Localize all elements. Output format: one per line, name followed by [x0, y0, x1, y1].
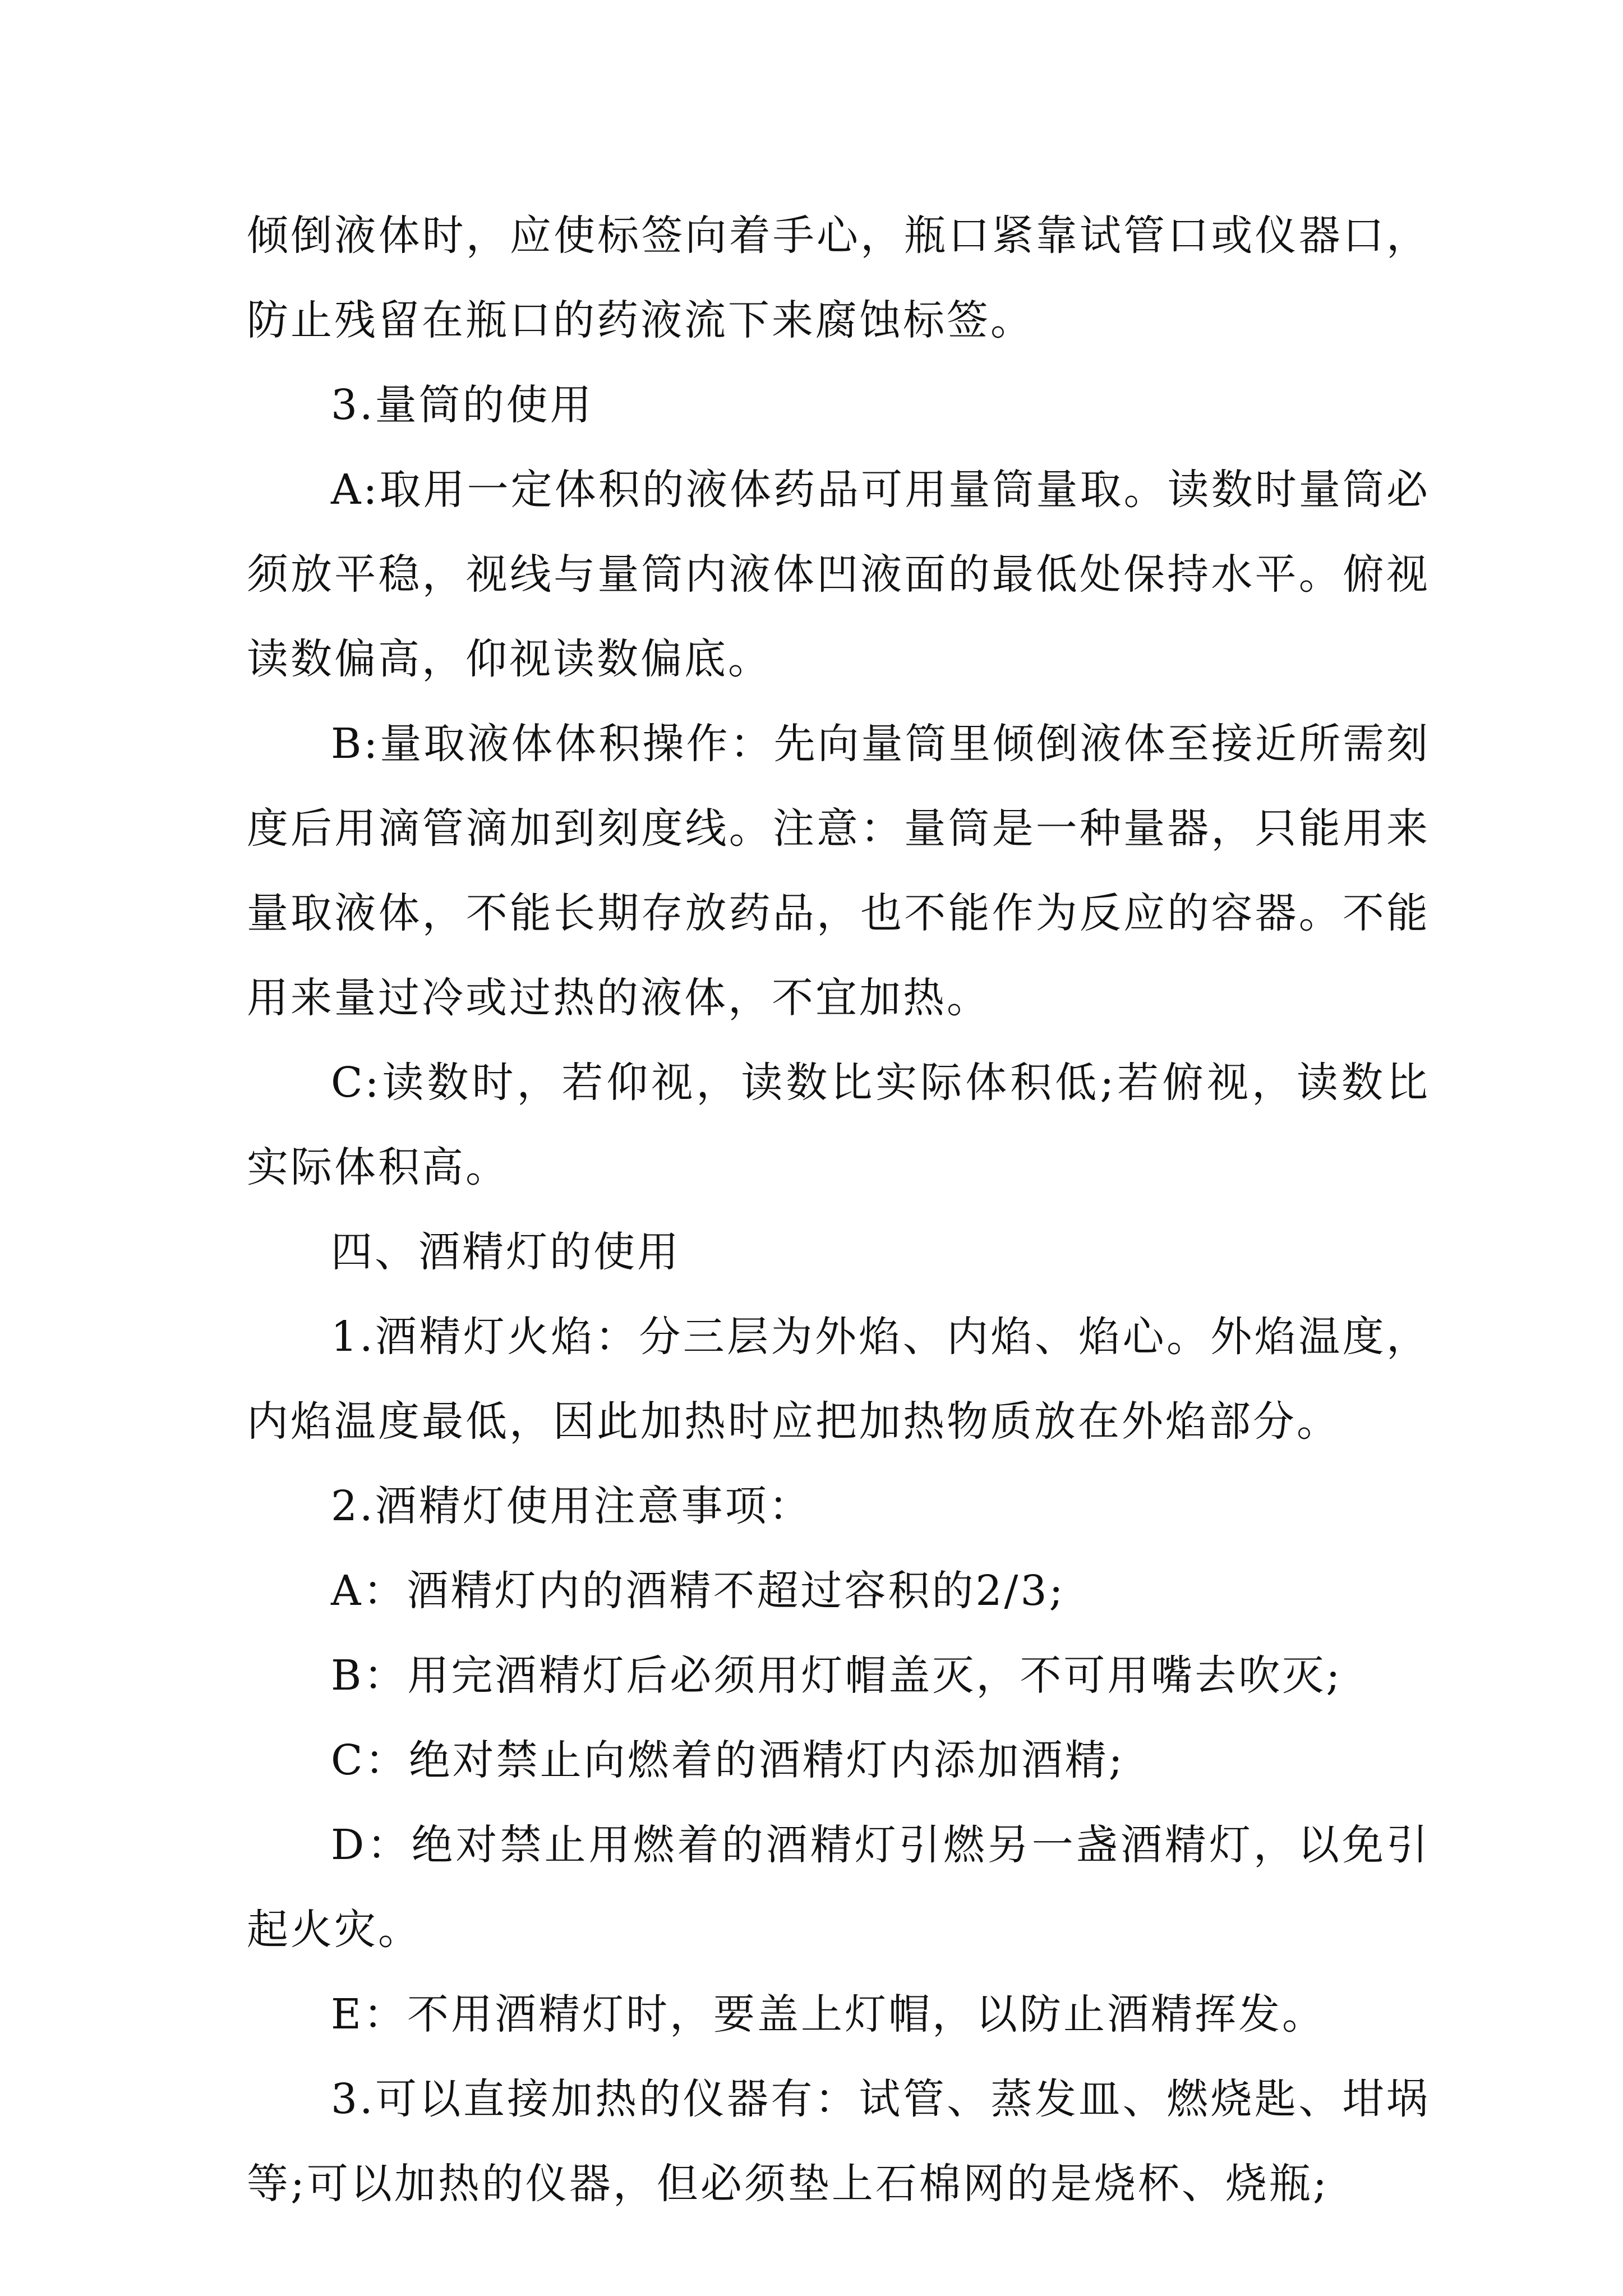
list-item: B：用完酒精灯后必须用灯帽盖灭，不可用嘴去吹灭;: [331, 1651, 1343, 1700]
paragraph: B:量取液体体积操作：先向量筒里倾倒液体至接近所需刻度后用滴管滴加到刻度线。注意：量筒是一种量器，只能用来量取液体，不能长期存放药品，也不能作为反应的容器。不能用来量过冷或过热的液体，不宜加热。: [247, 720, 1430, 1022]
paragraph: C:读数时，若仰视，读数比实际体积低;若俯视，读数比实际体积高。: [247, 1059, 1430, 1191]
body-text: [247, 194, 1430, 2226]
paragraph: 倾倒液体时，应使标签向着手心，瓶口紧靠试管口或仪器口，防止残留在瓶口的药液流下来腐蚀标签。: [247, 211, 1430, 344]
list-item: A：酒精灯内的酒精不超过容积的2/3;: [331, 1567, 1066, 1615]
section-heading: 3.量筒的使用: [331, 381, 594, 429]
list-item: E：不用酒精灯时，要盖上灯帽，以防止酒精挥发。: [331, 1990, 1326, 2039]
paragraph: A:取用一定体积的液体药品可用量筒量取。读数时量筒必须放平稳，视线与量筒内液体凹液面的最低处保持水平。俯视读数偏高，仰视读数偏底。: [247, 466, 1430, 683]
section-heading: 四、酒精灯的使用: [331, 1228, 681, 1276]
paragraph: 1.酒精灯火焰：分三层为外焰、内焰、焰心。外焰温度，内焰温度最低，因此加热时应把加热物质放在外焰部分。: [247, 1313, 1430, 1446]
paragraph: 2.酒精灯使用注意事项：: [331, 1482, 813, 1530]
list-item: C：绝对禁止向燃着的酒精灯内添加酒精;: [331, 1736, 1125, 1784]
list-item: D：绝对禁止用燃着的酒精灯引燃另一盏酒精灯，以免引起火灾。: [247, 1821, 1430, 1954]
paragraph: 3.可以直接加热的仪器有：试管、蒸发皿、燃烧匙、坩埚等;可以加热的仪器，但必须垫上石棉网的是烧杯、烧瓶;: [247, 2075, 1430, 2208]
